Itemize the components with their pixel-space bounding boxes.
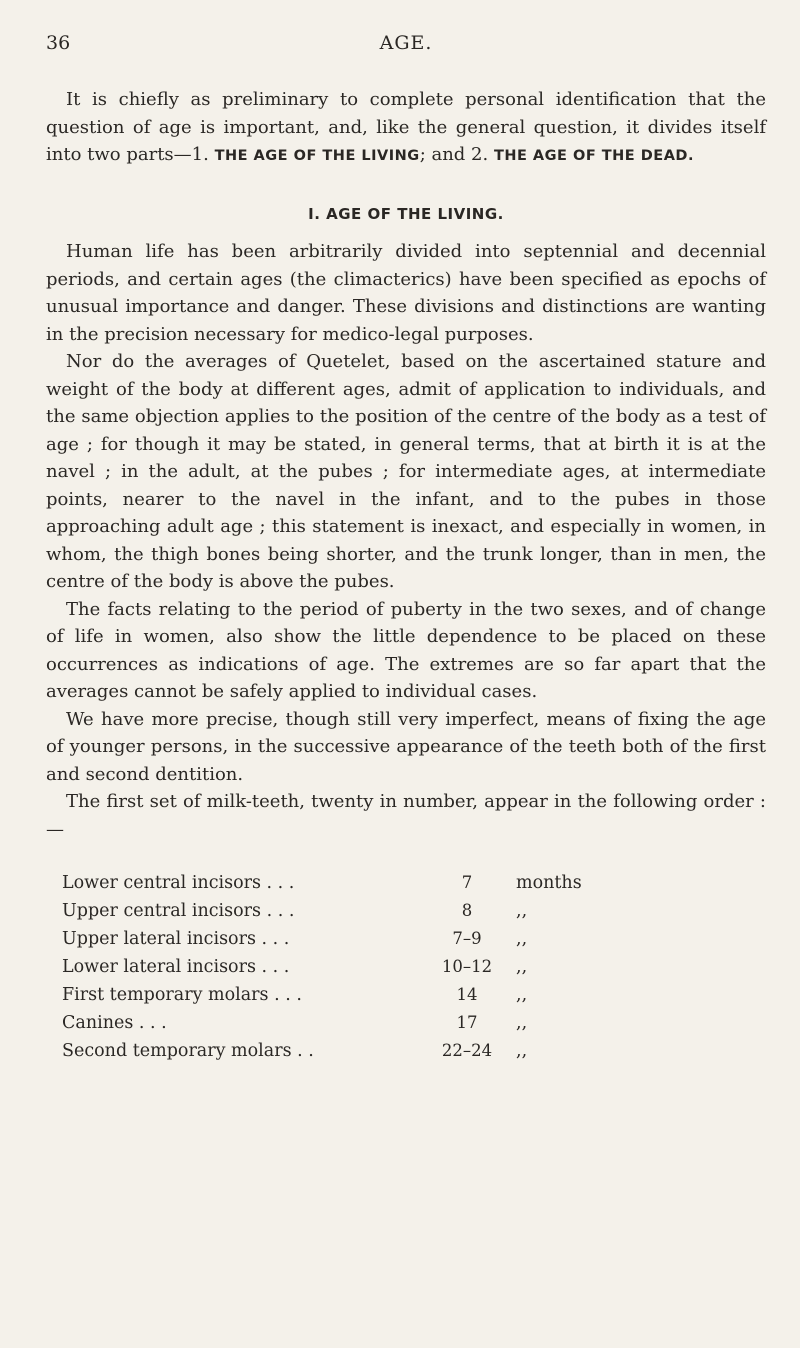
eruption-age: 14 bbox=[456, 985, 478, 1004]
intro-text-before: It is chiefly as preliminary to complete personal identification that the question of age is important, and, like the general question, it divides itself into two parts—1. bbox=[46, 89, 766, 165]
eruption-age: 7 bbox=[461, 873, 473, 892]
paragraph-puberty: The facts relating to the period of puberty in the two sexes, and of change of life in women, also show the little dependence to be placed on these occurrences as indications of age. The extremes are so far apart that the averages cannot be safely applied to individual cases. bbox=[46, 598, 766, 702]
dentition-table bbox=[62, 869, 712, 1065]
tooth-name: Lower central incisors . . . bbox=[62, 873, 295, 893]
running-head: AGE. bbox=[379, 32, 433, 54]
table-row bbox=[62, 1037, 712, 1065]
paragraph-teeth: We have more precise, though still very imperfect, means of fixing the age of younger persons, in the successive appearance of the teeth both of the first and second dentition. bbox=[46, 708, 766, 785]
page-number: 36 bbox=[46, 32, 71, 54]
paragraph-divisions: Human life has been arbitrarily divided into septennial and decennial periods, and certain ages (the climacterics) have been specified as epochs of unusual importance and danger. These divisions and distinctions are wanting in the precision necessary for medico-legal purposes. bbox=[46, 241, 766, 345]
page-body bbox=[46, 86, 766, 1065]
paragraph-milk-teeth: The first set of milk-teeth, twenty in number, appear in the following order :— bbox=[46, 791, 766, 840]
eruption-age: 17 bbox=[456, 1013, 478, 1032]
tooth-name: Upper lateral incisors . . . bbox=[62, 929, 290, 949]
table-row bbox=[62, 869, 712, 897]
age-unit: ,, bbox=[516, 1013, 528, 1033]
eruption-age: 8 bbox=[461, 901, 473, 920]
table-row bbox=[62, 953, 712, 981]
eruption-age: 10–12 bbox=[441, 957, 493, 976]
age-unit: ,, bbox=[516, 985, 528, 1005]
tooth-name: First temporary molars . . . bbox=[62, 985, 302, 1005]
table-row bbox=[62, 981, 712, 1009]
intro-text-between: ; and 2. bbox=[419, 144, 494, 165]
age-unit: ,, bbox=[516, 901, 528, 921]
table-row bbox=[62, 925, 712, 953]
eruption-age: 7–9 bbox=[452, 929, 482, 948]
tooth-name: Upper central incisors . . . bbox=[62, 901, 295, 921]
tooth-name: Second temporary molars . . bbox=[62, 1041, 314, 1061]
tooth-name: Lower lateral incisors . . . bbox=[62, 957, 290, 977]
table-row bbox=[62, 897, 712, 925]
page-header bbox=[46, 32, 766, 62]
intro-part-two: THE AGE OF THE DEAD. bbox=[493, 148, 694, 164]
eruption-age: 22–24 bbox=[441, 1041, 493, 1060]
table-row bbox=[62, 1009, 712, 1037]
intro-paragraph bbox=[46, 86, 766, 171]
age-unit: ,, bbox=[516, 957, 528, 977]
age-unit: ,, bbox=[516, 929, 528, 949]
section-heading: I. AGE OF THE LIVING. bbox=[308, 204, 504, 223]
paragraph-quetelet: Nor do the averages of Quetelet, based on the ascertained stature and weight of the body at different ages, admit of application to individuals, and the same objection applies to the position of the centre of the body as a test of age ; for though it may be stated, in general terms, that at birth it is at the navel ; in the adult, at the pubes ; for intermediate ages, at intermediate points, nearer to the navel in the infant, and to the pubes in those approaching adult age ; this statement is inexact, and especially in women, in whom, the thigh bones being shorter, and the trunk longer, than in men, the centre of the body is above the pubes. bbox=[46, 351, 766, 592]
age-unit: months bbox=[516, 873, 582, 893]
intro-part-one: THE AGE OF THE LIVING bbox=[214, 148, 420, 164]
age-unit: ,, bbox=[516, 1041, 528, 1061]
tooth-name: Canines . . . bbox=[62, 1013, 167, 1033]
